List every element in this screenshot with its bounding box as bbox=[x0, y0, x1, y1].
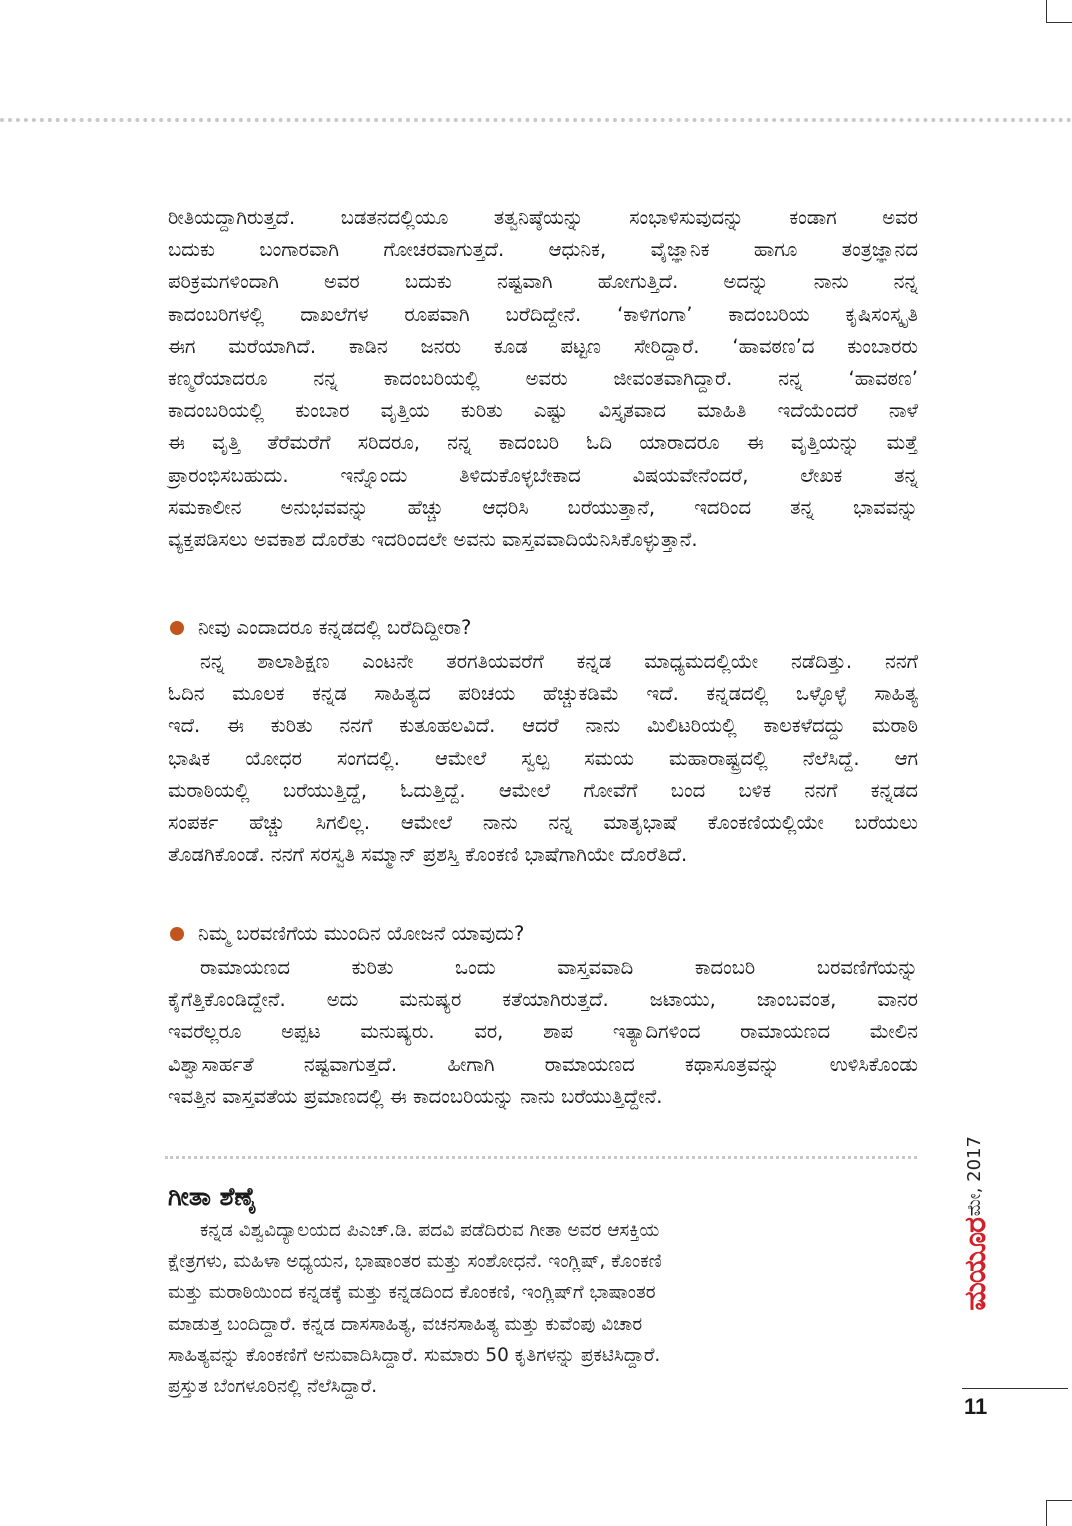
question-text: ನೀವು ಎಂದಾದರೂ ಕನ್ನಡದಲ್ಲಿ ಬರೆದಿದ್ದೀರಾ? bbox=[198, 616, 472, 639]
bullet-icon bbox=[170, 621, 184, 635]
text-line: ಕಣ್ಮರೆಯಾದರೂ ನನ್ನ ಕಾದಂಬರಿಯಲ್ಲಿ ಅವರು ಜೀವಂತವಾಗಿದ್ದಾರೆ. ನನ್ನ ‘ಹಾವಠಣ’ bbox=[168, 367, 918, 391]
section-divider bbox=[165, 1156, 917, 1159]
article-paragraph-2 bbox=[168, 646, 918, 871]
bio-line: ಮಾಡುತ್ತ ಬಂದಿದ್ದಾರೆ. ಕನ್ನಡ ದಾಸಸಾಹಿತ್ಯ, ವಚನಸಾಹಿತ್ಯ ಮತ್ತು ಕುವೆಂಪು ವಿಚಾರ bbox=[168, 1313, 643, 1335]
magazine-logo: ಮಯೂರ bbox=[958, 1218, 993, 1311]
text-line: ಓದಿನ ಮೂಲಕ ಕನ್ನಡ ಸಾಹಿತ್ಯದ ಪರಿಚಯ ಹೆಚ್ಚುಕಡಿಮೆ ಇದೆ. ಕನ್ನಡದಲ್ಲಿ ಒಳ್ಳೊಳ್ಳೆ ಸಾಹಿತ್ಯ bbox=[168, 682, 918, 706]
text-line: ಮರಾಠಿಯಲ್ಲಿ ಬರೆಯುತ್ತಿದ್ದೆ, ಓದುತ್ತಿದ್ದೆ. ಆಮೇಲೆ ಗೋವೆಗೆ ಬಂದ ಬಳಿಕ ನನಗೆ ಕನ್ನಡದ bbox=[168, 778, 918, 802]
text-line: ಭಾಷಿಕ ಯೋಧರ ಸಂಗದಲ್ಲಿ. ಆಮೇಲೆ ಸ್ವಲ್ಪ ಸಮಯ ಮಹಾರಾಷ್ಟ್ರದಲ್ಲಿ ನೆಲೆಸಿದ್ದೆ. ಆಗ bbox=[168, 746, 918, 770]
text-line: ಪರಿಕ್ರಮಗಳಿಂದಾಗಿ ಅವರ ಬದುಕು ನಷ್ಟವಾಗಿ ಹೋಗುತ್ತಿದೆ. ಅದನ್ನು ನಾನು ನನ್ನ bbox=[168, 270, 918, 294]
text-line: ರಾಮಾಯಣದ ಕುರಿತು ಒಂದು ವಾಸ್ತವವಾದಿ ಕಾದಂಬರಿ ಬರವಣಿಗೆಯನ್ನು bbox=[200, 956, 918, 979]
question-2 bbox=[170, 918, 524, 950]
bio-line: ಮತ್ತು ಮರಾಠಿಯಿಂದ ಕನ್ನಡಕ್ಕೆ ಮತ್ತು ಕನ್ನಡದಿಂದ ಕೊಂಕಣಿ, ಇಂಗ್ಲಿಷ್‌ಗೆ ಭಾಷಾಂತರ bbox=[168, 1282, 656, 1304]
question-text: ನಿಮ್ಮ ಬರವಣಿಗೆಯ ಮುಂದಿನ ಯೋಜನೆ ಯಾವುದು? bbox=[198, 922, 525, 945]
article-paragraph-3 bbox=[168, 952, 918, 1113]
text-line: ಈಗ ಮರೆಯಾಗಿದೆ. ಕಾಡಿನ ಜನರು ಕೂಡ ಪಟ್ಟಣ ಸೇರಿದ್ದಾರೆ. ‘ಹಾವಠಣ’ದ ಕುಂಬಾರರು bbox=[168, 334, 918, 358]
bio-line: ಸಾಹಿತ್ಯವನ್ನು ಕೊಂಕಣಿಗೆ ಅನುವಾದಿಸಿದ್ದಾರೆ. ಸುಮಾರು 50 ಕೃತಿಗಳನ್ನು ಪ್ರಕಟಿಸಿದ್ದಾರೆ. bbox=[168, 1344, 661, 1366]
text-line: ಇವರೆಲ್ಲರೂ ಅಪ್ಪಟ ಮನುಷ್ಯರು. ವರ, ಶಾಪ ಇತ್ಯಾದಿಗಳಿಂದ ರಾಮಾಯಣದ ಮೇಲಿನ bbox=[168, 1020, 918, 1044]
bio-line: ಕನ್ನಡ ವಿಶ್ವವಿದ್ಯಾಲಯದ ಪಿಎಚ್.ಡಿ. ಪದವಿ ಪಡೆದಿರುವ ಗೀತಾ ಅವರ ಆಸಕ್ತಿಯ bbox=[200, 1220, 660, 1241]
crop-mark-bottom-right bbox=[1046, 1500, 1072, 1526]
text-line: ಸಮಕಾಲೀನ ಅನುಭವವನ್ನು ಹೆಚ್ಚು ಆಧರಿಸಿ ಬರೆಯುತ್ತಾನೆ, ಇದರಿಂದ ತನ್ನ ಭಾವವನ್ನು bbox=[168, 495, 918, 519]
question-1 bbox=[170, 612, 471, 644]
text-line: ಸಂಪರ್ಕ ಹೆಚ್ಚು ಸಿಗಲಿಲ್ಲ. ಆಮೇಲೆ ನಾನು ನನ್ನ ಮಾತೃಭಾಷೆ ಕೊಂಕಣಿಯಲ್ಲಿಯೇ ಬರೆಯಲು bbox=[168, 811, 918, 835]
text-line: ಪ್ರಾರಂಭಿಸಬಹುದು. ಇನ್ನೊಂದು ತಿಳಿದುಕೊಳ್ಳಬೇಕಾದ ವಿಷಯವೇನೆಂದರೆ, ಲೇಖಕ ತನ್ನ bbox=[168, 463, 918, 487]
bio-line: ಕ್ಷೇತ್ರಗಳು, ಮಹಿಳಾ ಅಧ್ಯಯನ, ಭಾಷಾಂತರ ಮತ್ತು ಸಂಶೋಧನೆ. ಇಂಗ್ಲಿಷ್, ಕೊಂಕಣಿ bbox=[168, 1251, 662, 1273]
page-number: 11 bbox=[964, 1394, 988, 1419]
crop-mark-top-right bbox=[1046, 0, 1072, 23]
bio-line: ಪ್ರಸ್ತುತ ಬೆಂಗಳೂರಿನಲ್ಲಿ ನೆಲೆಸಿದ್ದಾರೆ. bbox=[168, 1376, 378, 1398]
text-line: ರೀತಿಯದ್ದಾಗಿರುತ್ತದೆ. ಬಡತನದಲ್ಲಿಯೂ ತತ್ವನಿಷ್ಠೆಯನ್ನು ಸಂಭಾಳಿಸುವುದನ್ನು ಕಂಡಾಗ ಅವರ bbox=[168, 206, 918, 229]
issue-date: ಮೇ, 2017 bbox=[964, 1136, 985, 1217]
text-line: ತೊಡಗಿಕೊಂಡೆ. ನನಗೆ ಸರಸ್ವತಿ ಸಮ್ಮಾನ್ ಪ್ರಶಸ್ತಿ ಕೊಂಕಣಿ ಭಾಷೆಗಾಗಿಯೇ ದೊರೆತಿದೆ. bbox=[168, 843, 688, 867]
page-number-rule bbox=[962, 1388, 1068, 1389]
article-paragraph-1 bbox=[168, 202, 918, 556]
top-dotted-divider bbox=[0, 118, 1072, 122]
text-line: ಇದೆ. ಈ ಕುರಿತು ನನಗೆ ಕುತೂಹಲವಿದೆ. ಆದರೆ ನಾನು ಮಿಲಿಟರಿಯಲ್ಲಿ ಕಾಲಕಳೆದದ್ದು ಮರಾಠಿ bbox=[168, 714, 918, 738]
text-line: ಈ ವೃತ್ತಿ ತೆರೆಮರೆಗೆ ಸರಿದರೂ, ನನ್ನ ಕಾದಂಬರಿ ಓದಿ ಯಾರಾದರೂ ಈ ವೃತ್ತಿಯನ್ನು ಮತ್ತೆ bbox=[168, 431, 918, 455]
author-bio bbox=[168, 1215, 888, 1402]
text-line: ಕಾದಂಬರಿಗಳಲ್ಲಿ ದಾಖಲೆಗಳ ರೂಪವಾಗಿ ಬರೆದಿದ್ದೇನೆ. ‘ಕಾಳಿಗಂಗಾ’ ಕಾದಂಬರಿಯ ಕೃಷಿಸಂಸ್ಕೃತಿ bbox=[168, 302, 918, 326]
text-line: ವ್ಯಕ್ತಪಡಿಸಲು ಅವಕಾಶ ದೊರೆತು ಇದರಿಂದಲೇ ಅವನು ವಾಸ್ತವವಾದಿಯೆನಿಸಿಕೊಳ್ಳುತ್ತಾನೆ. bbox=[168, 528, 698, 552]
text-line: ವಿಶ್ವಾಸಾರ್ಹತೆ ನಷ್ಟವಾಗುತ್ತದೆ. ಹೀಗಾಗಿ ರಾಮಾಯಣದ ಕಥಾಸೂತ್ರವನ್ನು ಉಳಿಸಿಕೊಂಡು bbox=[168, 1052, 918, 1076]
author-name: ಗೀತಾ ಶೆಣೈ bbox=[168, 1182, 257, 1211]
text-line: ಕೈಗೆತ್ತಿಕೊಂಡಿದ್ದೇನೆ. ಅದು ಮನುಷ್ಯರ ಕತೆಯಾಗಿರುತ್ತದೆ. ಜಟಾಯು, ಜಾಂಬವಂತ, ವಾನರ bbox=[168, 988, 918, 1012]
text-line: ಬದುಕು ಬಂಗಾರವಾಗಿ ಗೋಚರವಾಗುತ್ತದೆ. ಆಧುನಿಕ, ವೈಜ್ಞಾನಿಕ ಹಾಗೂ ತಂತ್ರಜ್ಞಾನದ bbox=[168, 238, 918, 262]
text-line: ಕಾದಂಬರಿಯಲ್ಲಿ ಕುಂಬಾರ ವೃತ್ತಿಯ ಕುರಿತು ಎಷ್ಟು ವಿಸ್ತೃತವಾದ ಮಾಹಿತಿ ಇದೆಯೆಂದರೆ ನಾಳೆ bbox=[168, 399, 918, 423]
bullet-icon bbox=[170, 927, 184, 941]
text-line: ನನ್ನ ಶಾಲಾಶಿಕ್ಷಣ ಎಂಟನೇ ತರಗತಿಯವರೆಗೆ ಕನ್ನಡ ಮಾಧ್ಯಮದಲ್ಲಿಯೇ ನಡೆದಿತ್ತು. ನನಗೆ bbox=[200, 650, 918, 673]
text-line: ಇವತ್ತಿನ ವಾಸ್ತವತೆಯ ಪ್ರಮಾಣದಲ್ಲಿ ಈ ಕಾದಂಬರಿಯನ್ನು ನಾನು ಬರೆಯುತ್ತಿದ್ದೇನೆ. bbox=[168, 1084, 663, 1108]
